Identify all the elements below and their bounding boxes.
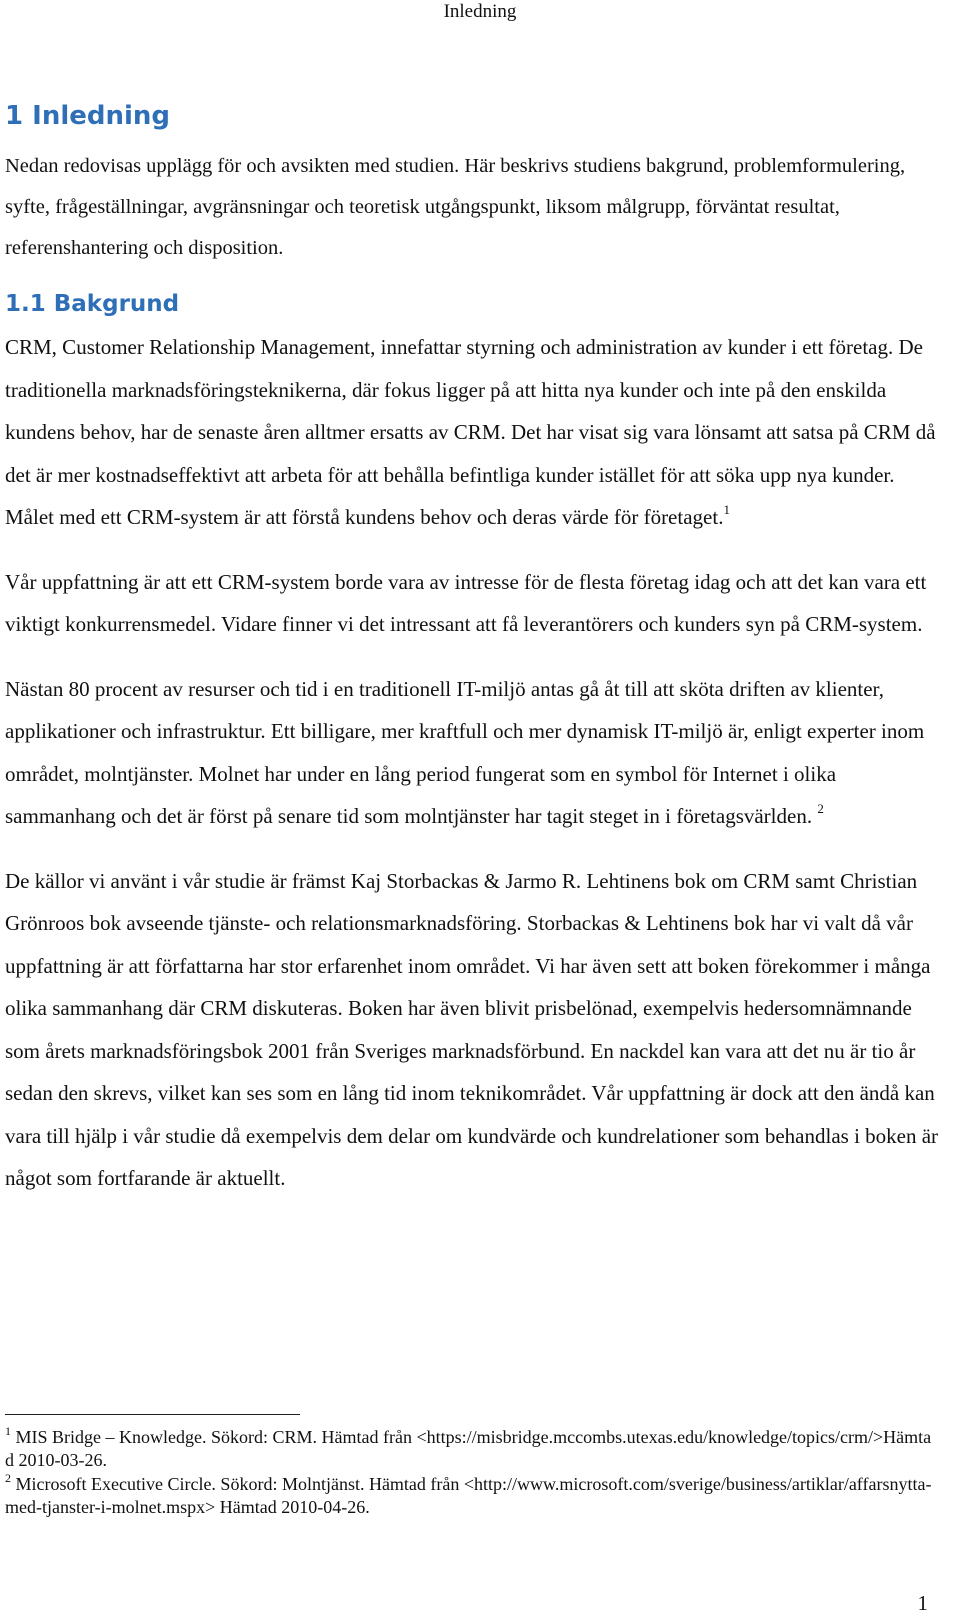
footnote-number: 2 [5,1470,11,1485]
page-body [5,98,940,1200]
footnotes [5,1426,933,1519]
footnote-text: Microsoft Executive Circle. Sökord: Molntjänst. Hämtad från <http://www.microsoft.com/sverige/business/artiklar/affarsnytta-med-tjanster-i-molnet.mspx> Hämtad 2010-04-26. [5,1473,932,1517]
page-number: 1 [917,1591,928,1615]
section-heading: 1.1 Bakgrund [5,291,180,317]
paragraph-text: De källor vi använt i vår studie är främst Kaj Storbackas & Jarmo R. Lehtinens bok om CRM samt Christian Grönroos bok avseende tjänste- och relationsmarknadsföring. Storbackas & Lehtinens bok har vi valt då vår uppfattning är att författarna har stor erfarenhet inom området. Vi har även sett att boken förekommer i många olika sammanhang där CRM diskuteras. Boken har även blivit prisbelönad, exempelvis hedersomnämnande som årets marknadsföringsbok 2001 från Sveriges marknadsförbund. En nackdel kan vara att det nu är tio år sedan den skrevs, vilket kan ses som en lång tid inom teknikområdet. Vår uppfattning är dock att den ändå kan vara till hjälp i vår studie då exempelvis dem delar om kundvärde och kundrelationer som behandlas i boken är något som fortfarande är aktuellt. [5,868,939,1190]
body-paragraph [5,326,940,539]
body-paragraph [5,561,940,646]
running-header: Inledning [443,1,517,22]
paragraph-text: CRM, Customer Relationship Management, innefattar styrning och administration av kunder i ett företag. De traditionella marknadsföringsteknikerna, där fokus ligger på att hitta nya kunder och inte på den enskilda kundens behov, har de senaste åren alltmer ersatts av CRM. Det har visat sig vara lönsamt att satsa på CRM då det är mer kostnadseffektivt att arbeta för att behålla befintliga kunder istället för att söka upp nya kunder. Målet med ett CRM-system är att förstå kundens behov och deras värde för företaget. [5,335,936,529]
chapter-intro-paragraph: Nedan redovisas upplägg för och avsikten med studien. Här beskrivs studiens bakgrund, problemformulering, syfte, frågeställningar, avgränsningar och teoretisk utgångspunkt, liksom målgrupp, förväntat resultat, referenshantering och disposition. [5,155,906,259]
footnote-reference: 2 [817,801,824,816]
paragraph-text: Vår uppfattning är att ett CRM-system borde vara av intresse för de flesta företag idag och att det kan vara ett viktigt konkurrensmedel. Vidare finner vi det intressant att få leverantörers och kunders syn på CRM-system. [5,569,927,636]
footnote-reference: 1 [723,502,730,517]
paragraph-text: Nästan 80 procent av resurser och tid i en traditionell IT-miljö antas gå åt till att sköta driften av klienter, applikationer och infrastruktur. Ett billigare, mer kraftfull och mer dynamisk IT-miljö är, enligt experter inom området, molntjänster. Molnet har under en lång period fungerat som en symbol för Internet i olika sammanhang och det är först på senare tid som molntjänster har tagit steget in i företagsvärlden. [5,676,925,828]
footnote-item [5,1426,933,1473]
body-paragraph [5,668,940,838]
chapter-heading: 1 Inledning [5,101,171,131]
footnote-text: MIS Bridge – Knowledge. Sökord: CRM. Hämtad från <https://misbridge.mccombs.utexas.edu/knowledge/topics/crm/>Hämtad 2010-03-26. [5,1427,932,1471]
body-paragraph [5,860,940,1200]
footnote-number: 1 [5,1424,11,1438]
footnote-separator [5,1414,300,1415]
footnote-item [5,1470,933,1520]
